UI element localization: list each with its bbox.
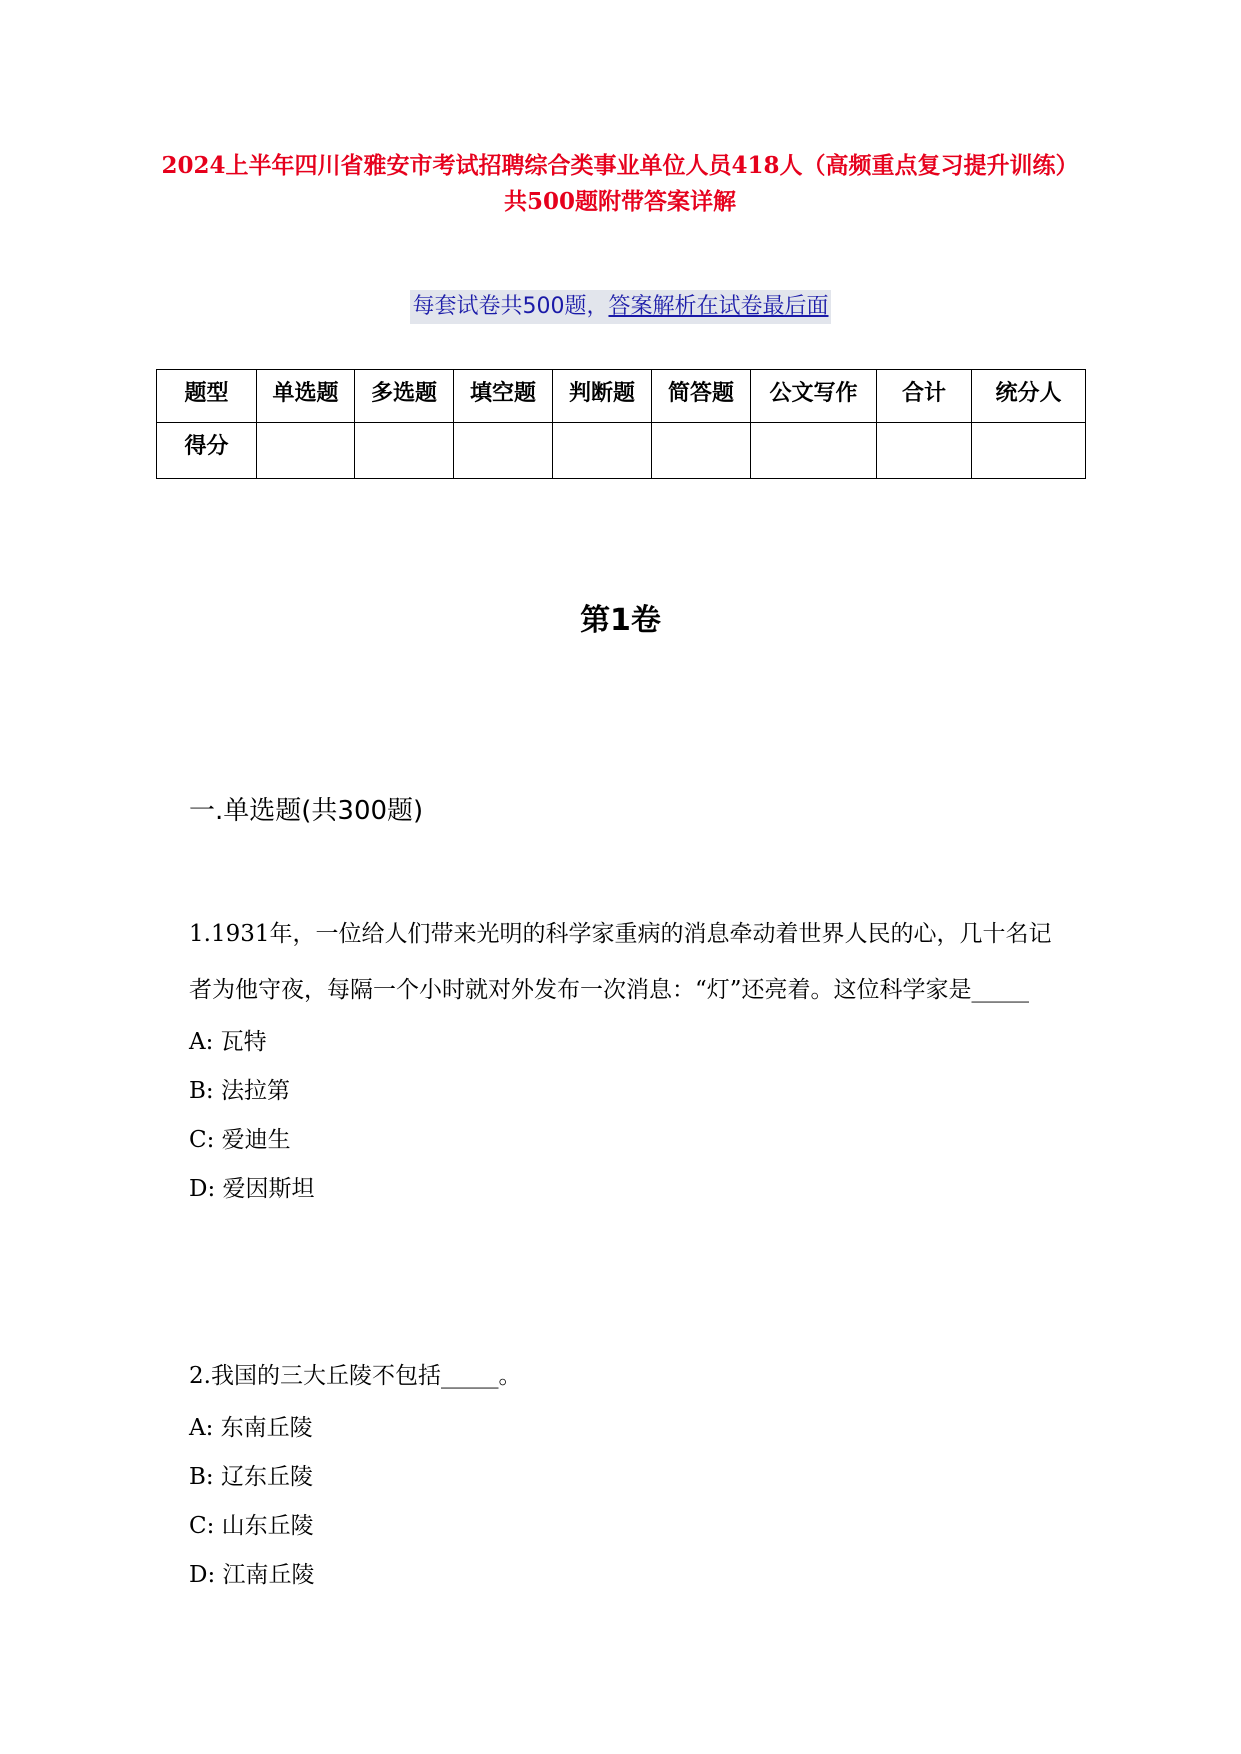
score-cell — [454, 423, 553, 479]
option-a: A: 瓦特 — [189, 1029, 267, 1055]
document-title: 2024上半年四川省雅安市考试招聘综合类事业单位人员418人（高频重点复习提升训练）共500题附带答案详解 — [161, 152, 1079, 215]
score-cell — [877, 423, 972, 479]
header-cell: 判断题 — [553, 370, 652, 423]
header-cell: 填空题 — [454, 370, 553, 423]
option-a: A: 东南丘陵 — [189, 1415, 313, 1441]
score-cell — [257, 423, 355, 479]
option-b: B: 辽东丘陵 — [189, 1464, 313, 1490]
header-cell: 合计 — [877, 370, 972, 423]
option-b: B: 法拉第 — [189, 1078, 290, 1104]
question-block — [189, 1348, 1069, 1600]
header-cell: 多选题 — [355, 370, 454, 423]
score-table-header-row — [157, 370, 1086, 423]
header-cell: 公文写作 — [751, 370, 877, 423]
volume-heading: 第1卷 — [580, 603, 661, 638]
header-cell: 题型 — [157, 370, 257, 423]
subtitle — [410, 290, 830, 324]
question-stem: 2.我国的三大丘陵不包括_____。 — [189, 1363, 522, 1389]
score-cell — [553, 423, 652, 479]
question-stem: 1.1931年，一位给人们带来光明的科学家重病的消息牵动着世界人民的心，几十名记者为他守夜，每隔一个小时就对外发布一次消息：“灯”还亮着。这位科学家是_____ — [189, 921, 1052, 1003]
option-d: D: 江南丘陵 — [189, 1562, 315, 1588]
option-d: D: 爱因斯坦 — [189, 1176, 315, 1202]
header-cell: 简答题 — [652, 370, 751, 423]
question-block — [189, 906, 1069, 1214]
subtitle-text: 每套试卷共500题， — [412, 294, 609, 319]
subtitle-wrapper — [0, 290, 1241, 324]
option-c: C: 山东丘陵 — [189, 1513, 314, 1539]
subtitle-link-text: 答案解析在试卷最后面 — [608, 294, 829, 319]
score-cell — [355, 423, 454, 479]
header-cell: 单选题 — [257, 370, 355, 423]
option-c: C: 爱迪生 — [189, 1127, 291, 1153]
score-cell — [751, 423, 877, 479]
score-table — [156, 369, 1086, 479]
score-table-score-row — [157, 423, 1086, 479]
score-cell — [972, 423, 1086, 479]
header-cell: 统分人 — [972, 370, 1086, 423]
score-row-label: 得分 — [157, 423, 257, 479]
score-cell — [652, 423, 751, 479]
section-heading: 一.单选题(共300题) — [189, 796, 424, 826]
